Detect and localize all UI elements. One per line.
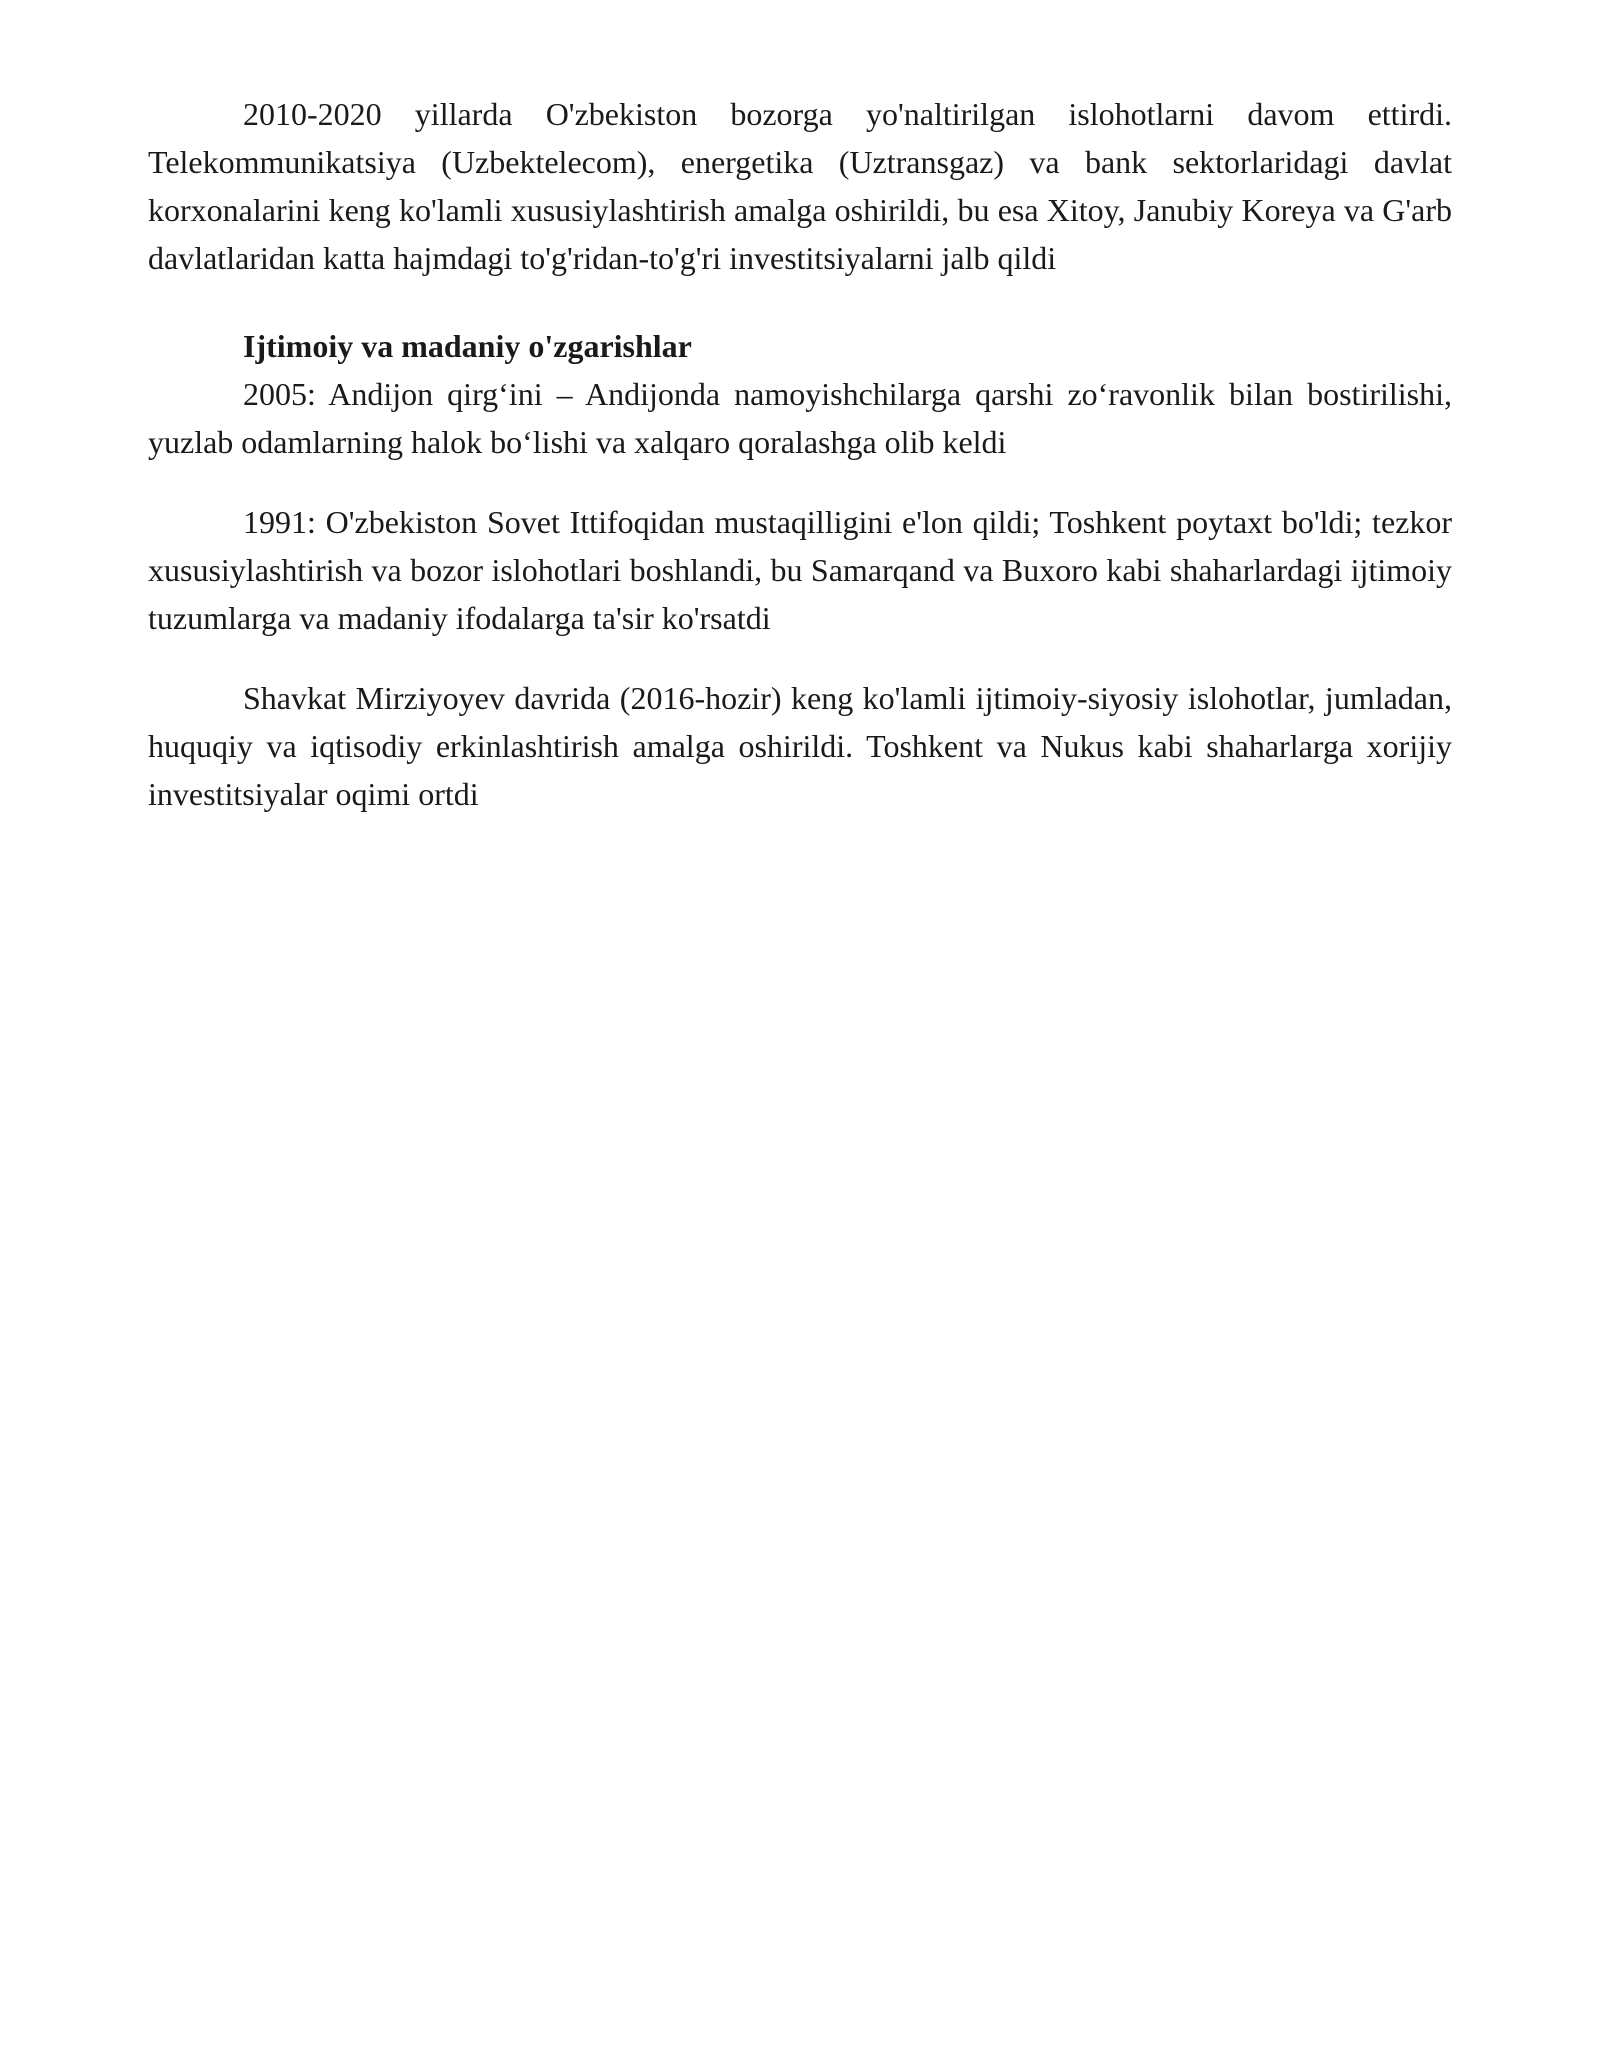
- paragraph-spacer: [148, 642, 1452, 674]
- paragraph-1991-independence: 1991: O'zbekiston Sovet Ittifoqidan mustaqilligini e'lon qildi; Toshkent poytaxt bo'ldi; tezkor xususiylashtirish va bozor islohotlari boshlandi, bu Samarqand va Buxoro kabi shaharlardagi ijtimoiy tuzumlarga va madaniy ifodalarga ta'sir ko'rsatdi: [148, 504, 1452, 636]
- document-body: [148, 90, 1452, 818]
- paragraph-2005-andijan: 2005: Andijon qirg‘ini – Andijonda namoyishchilarga qarshi zo‘ravonlik bilan bostirilishi, yuzlab odamlarning halok bo‘lishi va xalqaro qoralashga olib keldi: [148, 376, 1452, 460]
- paragraph-reforms-2010-2020: 2010-2020 yillarda O'zbekiston bozorga yo'naltirilgan islohotlarni davom ettirdi. Telekommunikatsiya (Uzbektelecom), energetika (Uztransgaz) va bank sektorlaridagi davlat korxonalarini keng ko'lamli xususiylashtirish amalga oshirildi, bu esa Xitoy, Janubiy Koreya va G'arb davlatlaridan katta hajmdagi to'g'ridan-to'g'ri investitsiyalarni jalb qildi: [148, 96, 1452, 276]
- paragraph-mirziyoyev-reforms: Shavkat Mirziyoyev davrida (2016-hozir) keng ko'lamli ijtimoiy-siyosiy islohotlar, jumladan, huquqiy va iqtisodiy erkinlashtirish amalga oshirildi. Toshkent va Nukus kabi shaharlarga xorijiy investitsiyalar oqimi ortdi: [148, 680, 1452, 812]
- section-heading: Ijtimoiy va madaniy o'zgarishlar: [243, 328, 692, 364]
- paragraph-spacer: [148, 282, 1452, 322]
- paragraph-spacer: [148, 466, 1452, 498]
